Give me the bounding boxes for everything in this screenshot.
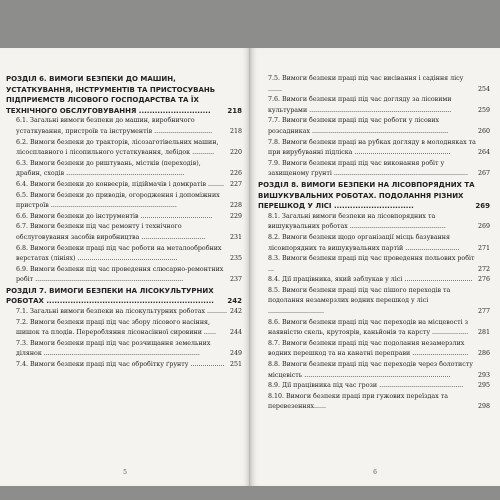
toc-entry-title: 8.1. Загальні вимоги безпеки на лісовпорядних та вишукувальних роботах ................................................ [268, 212, 446, 231]
toc-page-number: 235 [229, 254, 242, 265]
toc-entry [258, 392, 490, 413]
toc-entry [6, 360, 242, 371]
toc-page-number: 286 [477, 349, 490, 360]
toc-entry [258, 360, 490, 381]
toc-entry-title: 8.9. Дії працівника під час грози .......................................... [268, 382, 464, 390]
toc-page-number: 293 [477, 371, 490, 382]
toc-page-number: 218 [227, 106, 242, 115]
toc-page-number: 237 [229, 275, 242, 286]
toc-entry-title: 8.7. Вимоги безпеки праці під час подолання незамерзлих водних перешкод та на канатні переправи ............................ [268, 339, 469, 358]
toc-page-number: 295 [477, 381, 490, 392]
toc-page-number: 271 [477, 244, 490, 255]
toc-section-heading [6, 74, 242, 116]
toc-entry [6, 180, 242, 191]
toc-entry [6, 191, 242, 212]
toc-page-number: 226 [229, 169, 242, 180]
toc-page-number: 267 [477, 169, 490, 180]
toc-entry-title: 8.8. Вимоги безпеки праці під час переходів через болотисту місцевість ......................................................................... [268, 361, 473, 379]
toc-page-number: 276 [477, 275, 490, 286]
toc-entry-title: 8.5. Вимоги безпеки праці під час пішого переходів та подолання незамерзлих водних перешкод у лісі ............................ [268, 286, 451, 316]
toc-page-number: 242 [227, 297, 242, 306]
toc-entry [6, 222, 242, 243]
toc-entry-title: 6.1. Загальні вимоги безпеки до машин, виробничого устаткування, пристроїв та інструментів ............................. [16, 117, 213, 135]
toc-page-number: 229 [229, 212, 242, 223]
toc-entry-title: 6.5. Вимоги безпеки до приводів, огородження і допоміжних пристроїв ............................................................... [16, 191, 220, 210]
toc-entry [6, 159, 242, 180]
toc-entry-title: 8.4. Дії працівника, який заблукав у лісі .................................. [268, 276, 473, 284]
toc-entry [6, 138, 242, 159]
toc-entry [258, 233, 490, 254]
toc-entry-title: 6.8. Вимоги безпеки праці під час роботи на металообробних верстатах (лініях) .................................................. [16, 244, 222, 263]
page-number: 6 [373, 469, 377, 476]
toc-entry [258, 286, 490, 318]
toc-entry-title: 6.3. Вимоги безпеки до риштувань, містків (переходів), драбин, сходів ........................................................... [16, 159, 201, 178]
toc-entry-title: 7.2. Вимоги безпеки праці під час збору лісового насіння, шишок та плодів. Переробляння лісонасінної сировини ...... [16, 318, 216, 337]
toc-page-number: 220 [229, 148, 242, 159]
toc-entry-title: 8.3. Вимоги безпеки праці під час проведення польових робіт ... [268, 255, 475, 273]
page-number: 5 [123, 469, 127, 476]
toc-entry-title: 7.8. Вимоги безпеки праці на рубках догляду в молодняках та при вирубуванні підліска ................................................ [268, 138, 476, 157]
toc-entry [258, 138, 490, 159]
toc-page-number: 277 [477, 307, 490, 318]
left-page [0, 48, 250, 486]
toc-page-number: 281 [477, 328, 490, 339]
toc-entry-title: 7.9. Вимоги безпеки праці під час виконання робіт у захищеному ґрунті ................................................................... [268, 159, 468, 178]
toc-entry-title: 7.7. Вимоги безпеки праці під час роботи у лісових розсадниках .................................................................... [268, 117, 449, 135]
toc-entry [258, 339, 490, 360]
toc-entry [6, 318, 242, 339]
toc-page-number: 249 [229, 349, 242, 360]
toc-entry [258, 381, 490, 392]
toc-entry-title: 6.6. Вимоги безпеки до інструментів .................................... [16, 212, 213, 220]
toc-entry-title: 8.2. Вимоги безпеки щодо організації місць базування лісовпорядних та вишукувальних партій ........................... [268, 233, 460, 252]
toc-entry [6, 339, 242, 360]
toc-entry-title: 7.3. Вимоги безпеки праці під час розчищання земельних ділянок .............................................................................. [16, 339, 211, 358]
toc-entry [6, 265, 242, 286]
toc-entry-title: РОЗДІЛ 6. ВИМОГИ БЕЗПЕКИ ДО МАШИН, УСТАТКУВАННЯ, ІНСТРУМЕНТІВ ТА ПРИСТОСУВАНЬ ПІДПРИЄМСТВ ЛІСОВОГО ГОСПОДАРСТВА ТА ЇХ ТЕХНІЧНОГО ОБСЛУГОВУВАННЯ ........................... [6, 75, 216, 115]
toc-page-number: 227 [229, 180, 242, 191]
toc-entry-title: 7.1. Загальні вимоги безпеки на лісокультурних роботах .......... [16, 308, 228, 316]
toc-entry [6, 116, 242, 137]
toc-section-heading [6, 286, 242, 307]
toc-entry-title: 7.4. Вимоги безпеки праці під час обробітку ґрунту ................. [16, 361, 225, 369]
toc-entry [258, 95, 490, 116]
toc-entry-title: РОЗДІЛ 8. ВИМОГИ БЕЗПЕКИ НА ЛІСОВПОРЯДНИХ ТА ВИШУКУВАЛЬНИХ РОБОТАХ. ПОДОЛАННЯ РІЗНИХ ПЕРЕШКОД У ЛІСІ .............................. [258, 180, 475, 211]
toc-page-number: 269 [477, 222, 490, 233]
toc-entry [258, 159, 490, 180]
toc-entry-title: 6.9. Вимоги безпеки під час проведення слюсарно-ремонтних робіт .......................................................................... [16, 265, 224, 284]
toc-entry [258, 212, 490, 233]
toc-page-number: 231 [229, 233, 242, 244]
toc-entry-title: 8.10. Вимоги безпеки праці при гужових переїздах та перевезеннях...... [268, 392, 448, 411]
toc-entry [6, 212, 242, 223]
toc-section-heading [258, 180, 490, 212]
toc-page-number: 272 [477, 265, 490, 276]
toc-page-number: 264 [477, 148, 490, 159]
toc-page-number: 260 [477, 127, 490, 138]
toc-entry [258, 74, 490, 95]
toc-page-number: 218 [229, 127, 242, 138]
toc-entry-title: 7.6. Вимоги безпеки праці під час догляду за лісовими культурами ....................................................................... [268, 96, 452, 114]
toc-entry [258, 275, 490, 286]
toc-entry [6, 307, 242, 318]
toc-page-number: 254 [477, 85, 490, 96]
toc-page-number: 298 [477, 402, 490, 413]
toc-page-number: 259 [477, 106, 490, 117]
toc-entry [6, 244, 242, 265]
toc-entry [258, 116, 490, 137]
toc-entry-title: 6.2. Вимоги безпеки до тракторів, лісозаготівельних машин, лісосплавного і лісопильного устаткування, лебідок ........... [16, 138, 219, 157]
right-page [250, 48, 500, 486]
toc-page-number: 228 [229, 201, 242, 212]
toc-entry-title: 8.6. Вимоги безпеки праці під час переходів на місцевості з наявністю скель, крутоярів, каньйонів та карсту .................. [268, 318, 469, 337]
toc-entry-title: РОЗДІЛ 7. ВИМОГИ БЕЗПЕКИ НА ЛІСОКУЛЬТУРНИХ РОБОТАХ ............................................................... [6, 286, 214, 306]
toc-page-number: 269 [475, 202, 490, 211]
toc-entry-title: 7.5. Вимоги безпеки праці під час висівання і садіння лісу ....... [268, 75, 464, 93]
toc-page-number: 244 [229, 328, 242, 339]
toc-entry-title: 6.7. Вимоги безпеки під час ремонту і технічного обслуговування засобів виробництва ................................ [16, 223, 206, 241]
toc-entry [258, 254, 490, 275]
toc-entry [258, 318, 490, 339]
toc-page-number: 251 [229, 360, 242, 371]
toc-entry-title: 6.4. Вимоги безпеки до конвеєрів, підіймачів і домкратів ........ [16, 180, 225, 188]
toc-page-number: 242 [229, 307, 242, 318]
